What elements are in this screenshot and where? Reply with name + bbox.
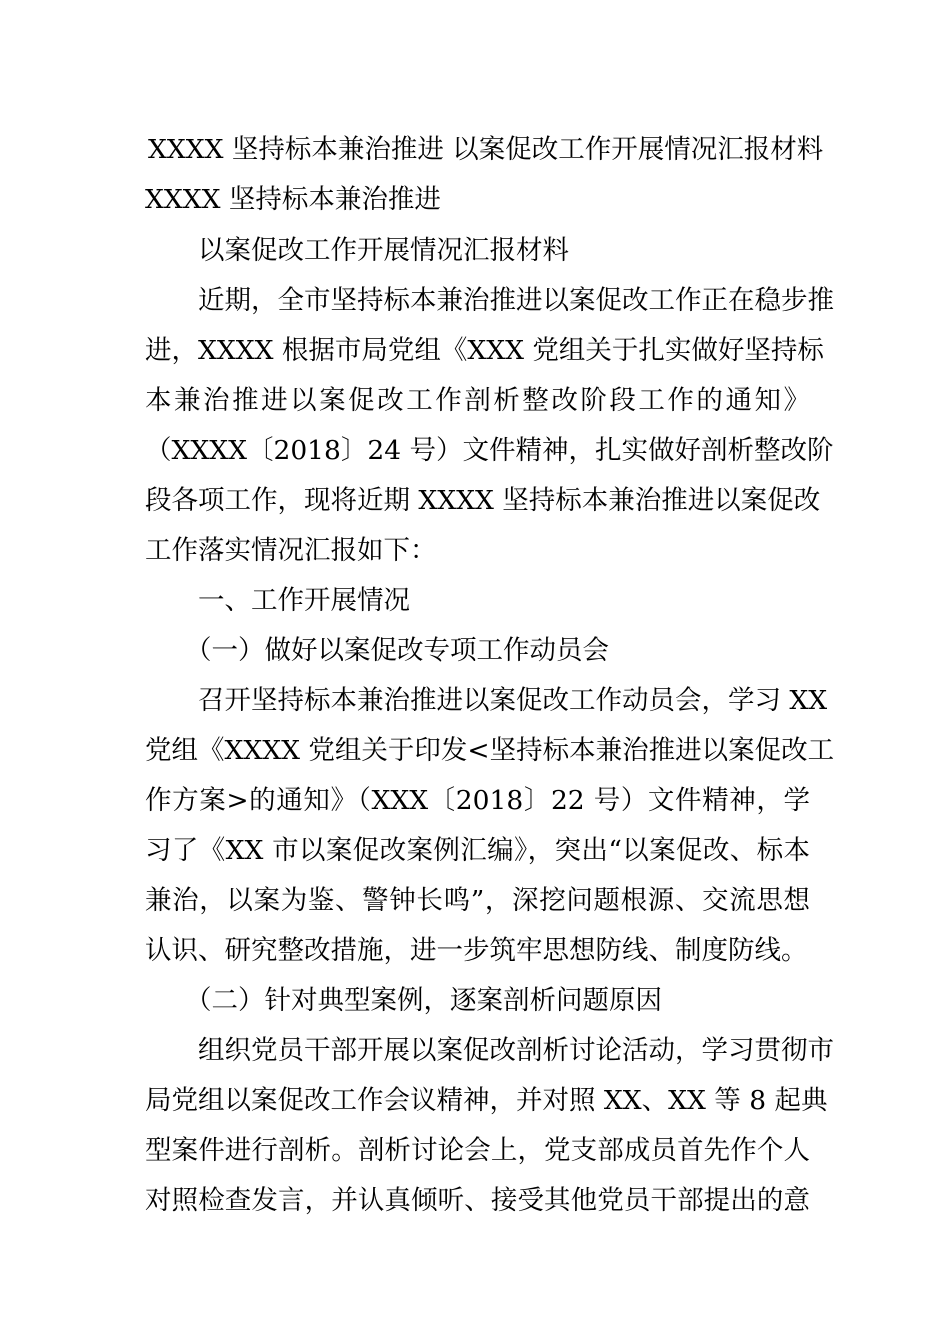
subsection-1-heading: （一）做好以案促改专项工作动员会 bbox=[185, 635, 609, 666]
subsection-1-line: 习了《XX 市以案促改案例汇编》，突出“以案促改、标本 bbox=[145, 835, 810, 866]
subsection-1-line: 党组《XXXX 党组关于印发<坚持标本兼治推进以案促改工 bbox=[145, 735, 835, 766]
intro-line: 工作落实情况汇报如下： bbox=[145, 535, 437, 566]
heading-line-2: 以案促改工作开展情况汇报材料 bbox=[198, 235, 569, 266]
document-title-line: XXXX 坚持标本兼治推进 以案促改工作开展情况汇报材料 bbox=[148, 134, 824, 165]
subsection-2-line: 对照检查发言，并认真倾听、接受其他党员干部提出的意 bbox=[145, 1185, 810, 1216]
subsection-2-line: 局党组以案促改工作会议精神，并对照 XX、XX 等 8 起典 bbox=[145, 1085, 828, 1116]
intro-line: 段各项工作，现将近期 XXXX 坚持标本兼治推进以案促改 bbox=[145, 485, 821, 516]
subsection-1-line: 兼治，以案为鉴、警钟长鸣”，深挖问题根源、交流思想 bbox=[145, 885, 810, 916]
subsection-1-line: 认识、研究整改措施，进一步筑牢思想防线、制度防线。 bbox=[145, 935, 808, 966]
heading-line-1: XXXX 坚持标本兼治推进 bbox=[145, 184, 441, 215]
subsection-1-line: 召开坚持标本兼治推进以案促改工作动员会，学习 XX bbox=[198, 685, 828, 716]
subsection-2-heading: （二）针对典型案例，逐案剖析问题原因 bbox=[185, 985, 662, 1016]
subsection-2-line: 组织党员干部开展以案促改剖析讨论活动，学习贯彻市 bbox=[198, 1035, 834, 1066]
intro-line: 本兼治推进以案促改工作剖析整改阶段工作的通知》 bbox=[145, 385, 810, 416]
intro-line: 进，XXXX 根据市局党组《XXX 党组关于扎实做好坚持标 bbox=[145, 335, 824, 366]
subsection-1-line: 作方案>的通知》（XXX〔2018〕22 号）文件精神，学 bbox=[145, 785, 810, 816]
intro-line: （XXXX〔2018〕24 号）文件精神，扎实做好剖析整改阶 bbox=[145, 435, 834, 466]
section-1-heading: 一、工作开展情况 bbox=[198, 585, 410, 616]
intro-line: 近期，全市坚持标本兼治推进以案促改工作正在稳步推 bbox=[198, 285, 834, 316]
subsection-2-line: 型案件进行剖析。剖析讨论会上，党支部成员首先作个人 bbox=[145, 1135, 810, 1166]
